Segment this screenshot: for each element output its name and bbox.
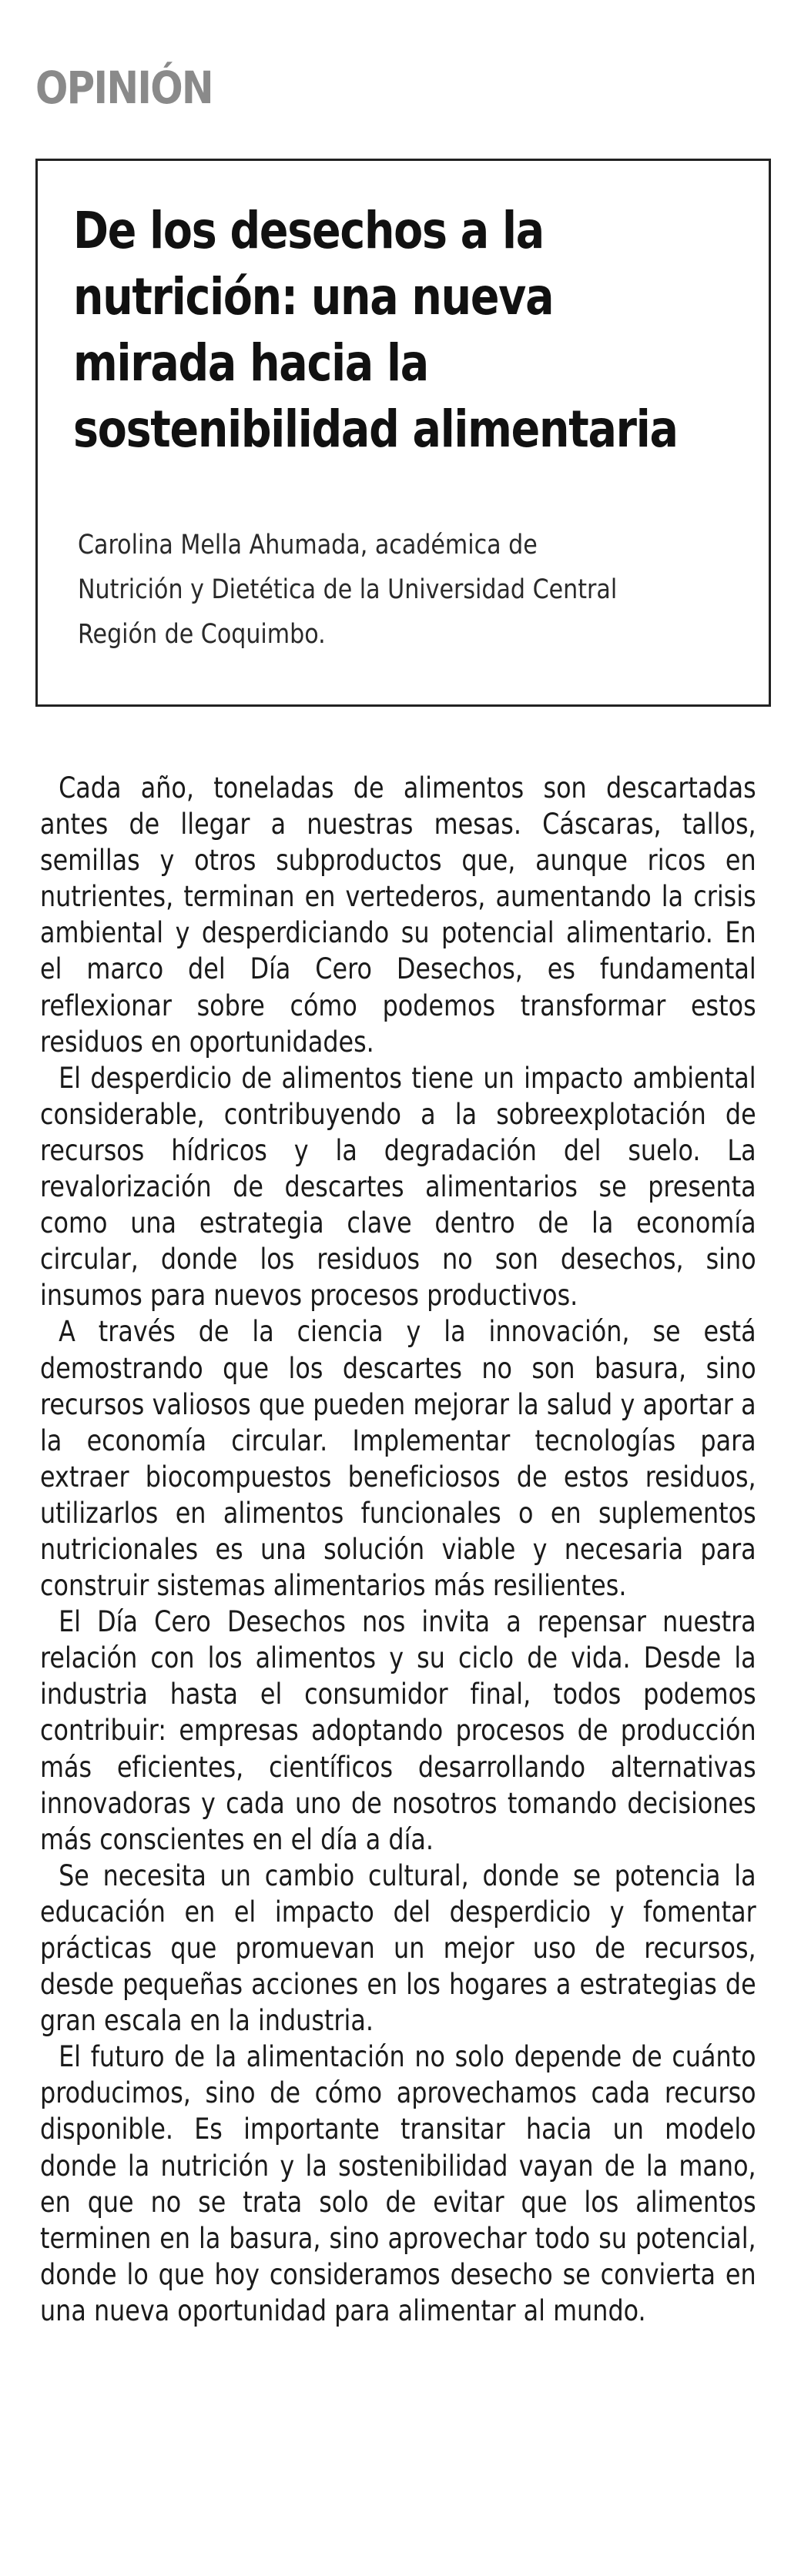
article-paragraph: Se necesita un cambio cultural, donde se potencia la educación en el impacto del desperdicio y fomentar prácticas que promuevan un mejor uso de recursos, desde pequeñas acciones en los hogares a estrategias de gran escala en la industria. [40, 1858, 756, 2038]
byline-line: Carolina Mella Ahumada, académica de [78, 530, 538, 560]
byline-line: Nutrición y Dietética de la Universidad Central [78, 574, 618, 605]
article-title-line: mirada hacia la [73, 333, 428, 393]
article-paragraph: El Día Cero Desechos nos invita a repensar nuestra relación con los alimentos y su ciclo de vida. Desde la industria hasta el consumidor final, todos podemos contribuir: empresas adoptando procesos de producción más eficientes, científicos desarrollando alternativas innovadoras y cada uno de nosotros tomando decisiones más conscientes en el día a día. [40, 1605, 756, 1856]
article-title-line: sostenibilidad alimentaria [73, 400, 678, 459]
article-body [40, 770, 756, 2329]
section-label: OPINIÓN [35, 62, 213, 114]
article-paragraph: El futuro de la alimentación no solo depende de cuánto producimos, sino de cómo aprovechamos cada recurso disponible. Es importante transitar hacia un modelo donde la nutrición y la sostenibilidad vayan de la mano, en que no se trata solo de evitar que los alimentos terminen en la basura, sino aprovechar todo su potencial, donde lo que hoy consideramos desecho se convierta en una nueva oportunidad para alimentar al mundo. [40, 2040, 756, 2327]
article-title [73, 198, 720, 463]
author-byline [78, 523, 617, 657]
article-title-line: nutrición: una nueva [73, 267, 554, 326]
article-title-line: De los desechos a la [73, 201, 544, 260]
headline-box [35, 159, 771, 707]
article-paragraph: El desperdicio de alimentos tiene un impacto ambiental considerable, contribuyendo a la sobreexplotación de recursos hídricos y la degradación del suelo. La revalorización de descartes alimentarios se presenta como una estrategia clave dentro de la economía circular, donde los residuos no son desechos, sino insumos para nuevos procesos productivos. [40, 1061, 756, 1313]
article-paragraph: Cada año, toneladas de alimentos son descartadas antes de llegar a nuestras mesas. Cáscaras, tallos, semillas y otros subproductos que, aunque ricos en nutrientes, terminan en vertederos, aumentando la crisis ambiental y desperdiciando su potencial alimentario. En el marco del Día Cero Desechos, es fundamental reflexionar sobre cómo podemos transformar estos residuos en oportunidades. [40, 771, 756, 1059]
article-paragraph: A través de la ciencia y la innovación, se está demostrando que los descartes no son basura, sino recursos valiosos que pueden mejorar la salud y aportar a la economía circular. Implementar tecnologías para extraer biocompuestos beneficiosos de estos residuos, utilizarlos en alimentos funcionales o en suplementos nutricionales es una solución viable y necesaria para construir sistemas alimentarios más resilientes. [40, 1315, 756, 1603]
byline-line: Región de Coquimbo. [78, 619, 326, 650]
